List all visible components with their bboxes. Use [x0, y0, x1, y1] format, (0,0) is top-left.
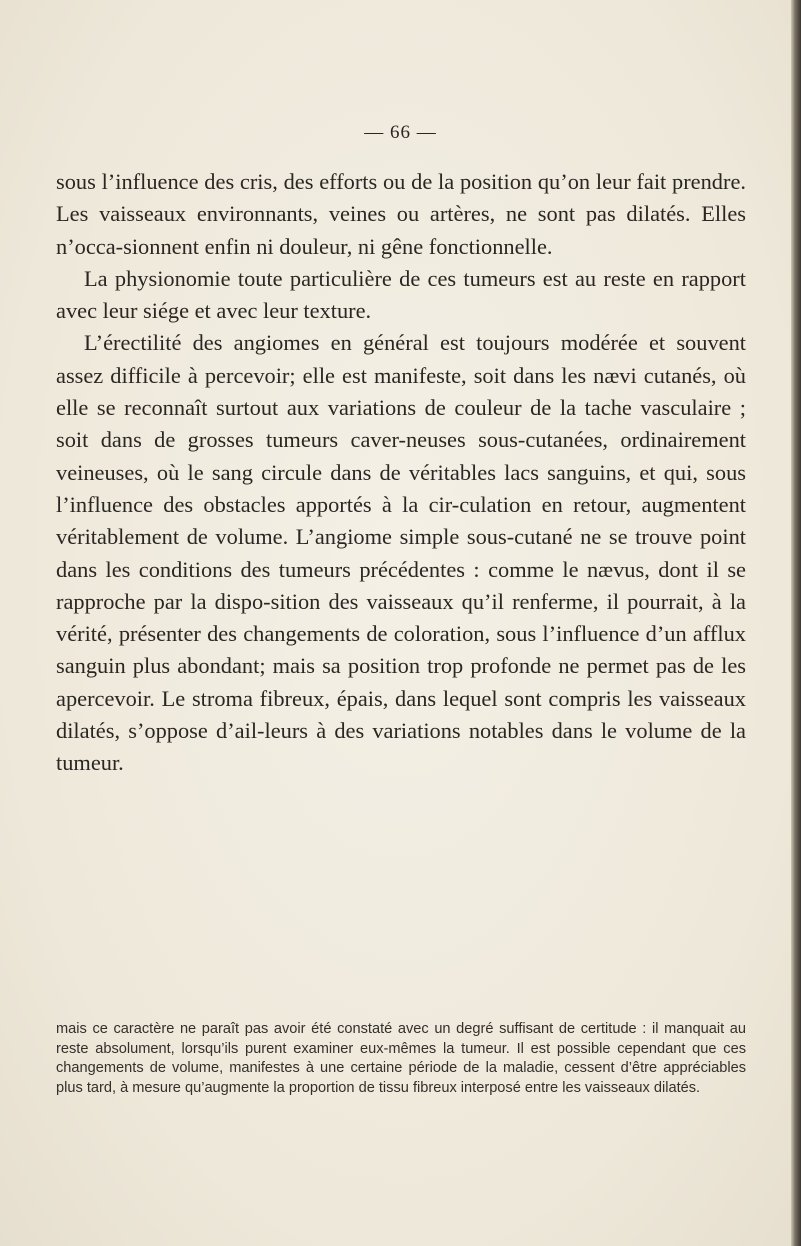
page-binding-edge	[791, 0, 801, 1246]
paragraph-1: sous l’influence des cris, des efforts ou de la position qu’on leur fait prendre. Les vaisseaux environnants, veines ou artères, ne sont pas dilatés. Elles n’occa-sionnent enfin ni douleur, ni gêne fonctionnelle.	[56, 169, 746, 259]
main-text	[56, 166, 746, 780]
paragraph-2: La physionomie toute particulière de ces tumeurs est au reste en rapport avec leur siége et avec leur texture.	[56, 265, 746, 324]
paragraph-3: L’érectilité des angiomes en général est toujours modérée et souvent assez difficile à percevoir; elle est manifeste, soit dans les nævi cutanés, où elle se reconnaît surtout aux variations de couleur de la tache vasculaire ; soit dans de grosses tumeurs caver-neuses sous-cutanées, ordinairement veineuses, où le sang circule dans de véritables lacs sanguins, et qui, sous l’influence des obstacles apportés à la cir-culation en retour, augmentent véritablement de volume. L’angiome simple sous-cutané ne se trouve point dans les conditions des tumeurs précédentes : comme le nævus, dont il se rapproche par la dispo-sition des vaisseaux qu’il renferme, il pourrait, à la vérité, présenter des changements de coloration, sous l’influence d’un afflux sanguin plus abondant; mais sa position trop profonde ne permet pas de les apercevoir. Le stroma fibreux, épais, dans lequel sont compris les vaisseaux dilatés, s’oppose d’ail-leurs à des variations notables dans le volume de la tumeur.	[56, 330, 746, 776]
footnote-text: mais ce caractère ne paraît pas avoir été constaté avec un degré suffisant de certitude : il manquait au reste absolument, lorsqu’ils purent examiner eux-mêmes la tumeur. Il est possible cependant que ces changements de volume, manifestes à une certaine période de la maladie, cessent d’être appréciables plus tard, à mesure qu’augmente la proportion de tissu fibreux interposé entre les vaisseaux dilatés.	[56, 1021, 746, 1096]
footnote	[56, 1020, 746, 1098]
page-number: — 66 —	[364, 122, 437, 143]
